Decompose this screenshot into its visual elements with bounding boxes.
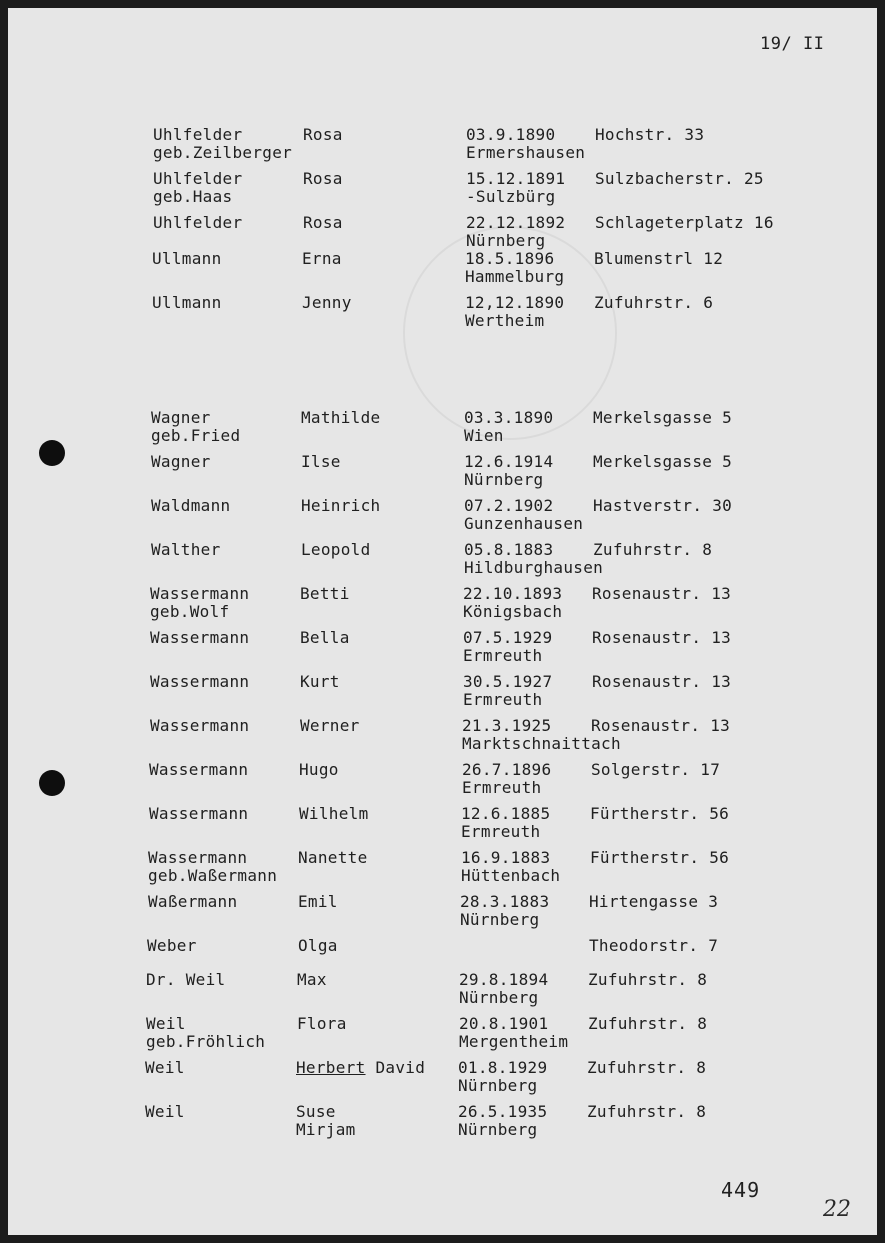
birth-cell-line1: 15.12.1891 [466, 169, 566, 188]
birth-cell-line1: 21.3.1925 [462, 716, 552, 735]
firstname-cell-line1: Emil [298, 892, 338, 911]
birth-cell-line2: Ermreuth [462, 778, 542, 797]
page-reference: 19/ II [760, 34, 825, 54]
birth-cell-line2: Wertheim [465, 311, 545, 330]
firstname-cell-line1: Kurt [300, 672, 340, 691]
birth-cell-line1: 26.7.1896 [462, 760, 552, 779]
birth-cell [464, 452, 554, 489]
surname-cell [146, 1014, 266, 1051]
street-cell: Rosenaustr. 13 [592, 584, 732, 603]
list-item [8, 717, 877, 761]
stamped-page-number: 449 [721, 1178, 761, 1202]
birth-cell-line1: 28.3.1883 [460, 892, 550, 911]
street-cell: Zufuhrstr. 6 [594, 293, 714, 312]
surname-cell-line1: Dr. Weil [146, 970, 226, 989]
list-item [8, 585, 877, 629]
surname-cell [146, 971, 225, 989]
firstname-cell-line1: Heinrich [301, 496, 381, 515]
birth-cell [466, 213, 566, 250]
birth-cell-line1: 18.5.1896 [465, 249, 555, 268]
surname-cell-line1: Uhlfelder [153, 213, 243, 232]
birth-cell [463, 628, 553, 665]
list-item [8, 849, 877, 893]
birth-cell-line1: 30.5.1927 [463, 672, 553, 691]
list-item [8, 170, 877, 214]
firstname-cell [299, 805, 369, 823]
birth-cell-line2: Nürnberg [466, 231, 546, 250]
surname-cell-line1: Ullmann [152, 249, 222, 268]
birth-cell [466, 125, 586, 162]
list-item [8, 541, 877, 585]
firstname-cell-line1: Mathilde [301, 408, 381, 427]
list-item [8, 673, 877, 717]
firstname-cell-line2: Mirjam [296, 1120, 356, 1139]
surname-cell-line1: Wassermann [150, 716, 250, 735]
surname-cell-line1: Wagner [151, 452, 211, 471]
birth-cell-line2: Wien [464, 426, 504, 445]
street-cell: Theodorstr. 7 [589, 936, 719, 955]
surname-cell [153, 125, 293, 162]
surname-cell [152, 294, 222, 312]
firstname-cell-line1: Rosa [303, 169, 343, 188]
surname-cell-line2: geb.Haas [153, 187, 233, 206]
list-item [8, 497, 877, 541]
document-page [8, 8, 877, 1235]
firstname-cell [300, 629, 350, 647]
birth-cell-line2: Hildburghausen [464, 558, 604, 577]
birth-cell [458, 1058, 548, 1095]
firstname-cell-line1: Ilse [301, 452, 341, 471]
street-cell: Schlageterplatz 16 [595, 213, 774, 232]
birth-cell-line1: 12.6.1914 [464, 452, 554, 471]
birth-cell-line2: Marktschnaittach [462, 734, 621, 753]
birth-cell-line2: Ermershausen [466, 143, 586, 162]
birth-cell [464, 540, 604, 577]
surname-cell-line1: Uhlfelder [153, 125, 243, 144]
firstname-cell-line1: Suse [296, 1102, 336, 1121]
firstname-cell [299, 761, 339, 779]
birth-cell-line2: Gunzenhausen [464, 514, 584, 533]
firstname-cell [301, 541, 371, 559]
surname-cell-line1: Waldmann [151, 496, 231, 515]
birth-cell [463, 672, 553, 709]
surname-cell-line1: Ullmann [152, 293, 222, 312]
list-item [8, 761, 877, 805]
list-item [8, 1059, 877, 1103]
firstname-cell [303, 214, 343, 232]
firstname-cell [298, 849, 368, 867]
surname-cell-line1: Wassermann [148, 848, 248, 867]
birth-cell-line2: Mergentheim [459, 1032, 569, 1051]
birth-cell [460, 892, 550, 929]
birth-cell-line2: Nürnberg [458, 1076, 538, 1095]
birth-cell-line1: 22.10.1893 [463, 584, 563, 603]
firstname-cell [301, 453, 341, 471]
surname-cell [151, 497, 230, 515]
list-item [8, 294, 877, 338]
birth-cell-line2: Ermreuth [463, 690, 543, 709]
firstname-cell [300, 717, 360, 735]
handwritten-number: 22 [823, 1197, 851, 1222]
surname-cell [153, 169, 243, 206]
firstname-cell-line1: Wilhelm [299, 804, 369, 823]
firstname-cell-line1: Jenny [302, 293, 352, 312]
firstname-cell [302, 294, 352, 312]
birth-cell-line2: Königsbach [463, 602, 563, 621]
birth-cell [466, 169, 566, 206]
surname-cell [150, 629, 249, 647]
birth-cell-line2: -Sulzbürg [466, 187, 556, 206]
birth-cell-line2: Hüttenbach [461, 866, 561, 885]
surname-cell-line1: Wagner [151, 408, 211, 427]
street-cell: Zufuhrstr. 8 [587, 1102, 707, 1121]
birth-cell [458, 1102, 548, 1139]
firstname-cell [303, 126, 343, 144]
firstname-cell [301, 409, 380, 427]
firstname-cell-line1: Erna [302, 249, 342, 268]
surname-cell-line2: geb.Zeilberger [153, 143, 293, 162]
firstname-cell-line1: Flora [297, 1014, 347, 1033]
surname-cell-line1: Weber [147, 936, 197, 955]
firstname-cell-line1: Betti [300, 584, 350, 603]
surname-cell [148, 893, 237, 911]
firstname-cell [301, 497, 380, 515]
street-cell: Hirtengasse 3 [589, 892, 719, 911]
firstname-cell-line1: Olga [298, 936, 338, 955]
firstname-cell-line1: Bella [300, 628, 350, 647]
birth-cell-line1: 12.6.1885 [461, 804, 551, 823]
firstname-cell [296, 1059, 425, 1077]
punch-hole-icon [39, 770, 65, 796]
street-cell: Fürtherstr. 56 [590, 804, 730, 823]
birth-cell-line1: 12,12.1890 [465, 293, 565, 312]
surname-cell [145, 1059, 185, 1077]
surname-cell-line1: Wassermann [149, 760, 249, 779]
firstname-cell [297, 971, 327, 989]
birth-cell-line1: 01.8.1929 [458, 1058, 548, 1077]
street-cell: Blumenstrl 12 [594, 249, 724, 268]
birth-cell-line1: 05.8.1883 [464, 540, 554, 559]
firstname-cell-line1: Herbert [296, 1058, 366, 1077]
firstname-cell-line1: Leopold [301, 540, 371, 559]
street-cell: Zufuhrstr. 8 [587, 1058, 707, 1077]
street-cell: Merkelsgasse 5 [593, 408, 733, 427]
surname-cell [151, 541, 221, 559]
firstname-cell [298, 893, 338, 911]
list-item [8, 629, 877, 673]
birth-cell-line2: Nürnberg [460, 910, 540, 929]
birth-cell-line1: 20.8.1901 [459, 1014, 549, 1033]
street-cell: Sulzbacherstr. 25 [595, 169, 764, 188]
punch-hole-icon [39, 440, 65, 466]
street-cell: Fürtherstr. 56 [590, 848, 730, 867]
birth-cell [459, 970, 549, 1007]
firstname-cell [296, 1102, 356, 1139]
list-item [8, 250, 877, 294]
list-item [8, 893, 877, 937]
birth-cell [463, 584, 563, 621]
birth-cell-line2: Ermreuth [461, 822, 541, 841]
street-cell: Rosenaustr. 13 [591, 716, 731, 735]
surname-cell [149, 761, 248, 779]
surname-cell [151, 408, 241, 445]
firstname-cell-line1: Nanette [298, 848, 368, 867]
birth-cell [465, 249, 565, 286]
birth-cell-line1: 03.9.1890 [466, 125, 556, 144]
birth-cell [462, 716, 621, 753]
firstname-cell-line1: Rosa [303, 213, 343, 232]
birth-cell-line2: Ermreuth [463, 646, 543, 665]
surname-cell-line2: geb.Waßermann [148, 866, 278, 885]
birth-cell [459, 1014, 569, 1051]
list-item [8, 971, 877, 1015]
firstname-cell [303, 170, 343, 188]
list-item [8, 1015, 877, 1059]
surname-cell [150, 584, 250, 621]
surname-cell [150, 717, 249, 735]
surname-cell-line1: Weil [145, 1102, 185, 1121]
street-cell: Hastverstr. 30 [593, 496, 733, 515]
surname-cell-line1: Waßermann [148, 892, 238, 911]
firstname-cell [300, 673, 340, 691]
birth-cell-line1: 29.8.1894 [459, 970, 549, 989]
firstname-cell [302, 250, 342, 268]
birth-cell-line1: 22.12.1892 [466, 213, 566, 232]
firstname-cell-line1: Werner [300, 716, 360, 735]
birth-cell-line2: Nürnberg [458, 1120, 538, 1139]
street-cell: Solgerstr. 17 [591, 760, 721, 779]
birth-cell [464, 496, 584, 533]
list-item [8, 1103, 877, 1147]
register-list [8, 8, 877, 1235]
birth-cell [461, 848, 561, 885]
surname-cell [149, 805, 248, 823]
surname-cell-line1: Wassermann [149, 804, 249, 823]
birth-cell [462, 760, 552, 797]
birth-cell [465, 293, 565, 330]
birth-cell [464, 408, 554, 445]
surname-cell-line1: Wassermann [150, 628, 250, 647]
birth-cell-line2: Hammelburg [465, 267, 565, 286]
list-item [8, 453, 877, 497]
firstname-cell-line1: Hugo [299, 760, 339, 779]
street-cell: Rosenaustr. 13 [592, 672, 732, 691]
street-cell: Zufuhrstr. 8 [588, 970, 708, 989]
surname-cell-line1: Walther [151, 540, 221, 559]
street-cell: Zufuhrstr. 8 [593, 540, 713, 559]
firstname-cell [297, 1015, 347, 1033]
firstname-cell [298, 937, 338, 955]
surname-cell [147, 937, 197, 955]
list-item [8, 805, 877, 849]
birth-cell-line2: Nürnberg [464, 470, 544, 489]
surname-cell-line1: Uhlfelder [153, 169, 243, 188]
surname-cell [148, 848, 278, 885]
surname-cell [152, 250, 222, 268]
birth-cell [461, 804, 551, 841]
surname-cell [145, 1103, 185, 1121]
surname-cell-line2: geb.Fried [151, 426, 241, 445]
surname-cell-line2: geb.Wolf [150, 602, 230, 621]
birth-cell-line1: 03.3.1890 [464, 408, 554, 427]
firstname-cell-line1: Max [297, 970, 327, 989]
surname-cell-line1: Weil [145, 1058, 185, 1077]
surname-cell-line2: geb.Fröhlich [146, 1032, 266, 1051]
birth-cell-line1: 07.5.1929 [463, 628, 553, 647]
street-cell: Rosenaustr. 13 [592, 628, 732, 647]
list-item [8, 126, 877, 170]
firstname-cell-line1: Rosa [303, 125, 343, 144]
surname-cell-line1: Wassermann [150, 584, 250, 603]
street-cell: Merkelsgasse 5 [593, 452, 733, 471]
birth-cell-line2: Nürnberg [459, 988, 539, 1007]
surname-cell-line1: Weil [146, 1014, 186, 1033]
surname-cell [151, 453, 211, 471]
street-cell: Zufuhrstr. 8 [588, 1014, 708, 1033]
birth-cell-line1: 16.9.1883 [461, 848, 551, 867]
birth-cell-line1: 26.5.1935 [458, 1102, 548, 1121]
firstname-cell-extra: David [365, 1058, 426, 1077]
firstname-cell [300, 585, 350, 603]
surname-cell [153, 214, 242, 232]
surname-cell [150, 673, 249, 691]
street-cell: Hochstr. 33 [595, 125, 705, 144]
surname-cell-line1: Wassermann [150, 672, 250, 691]
birth-cell-line1: 07.2.1902 [464, 496, 554, 515]
list-item [8, 409, 877, 453]
